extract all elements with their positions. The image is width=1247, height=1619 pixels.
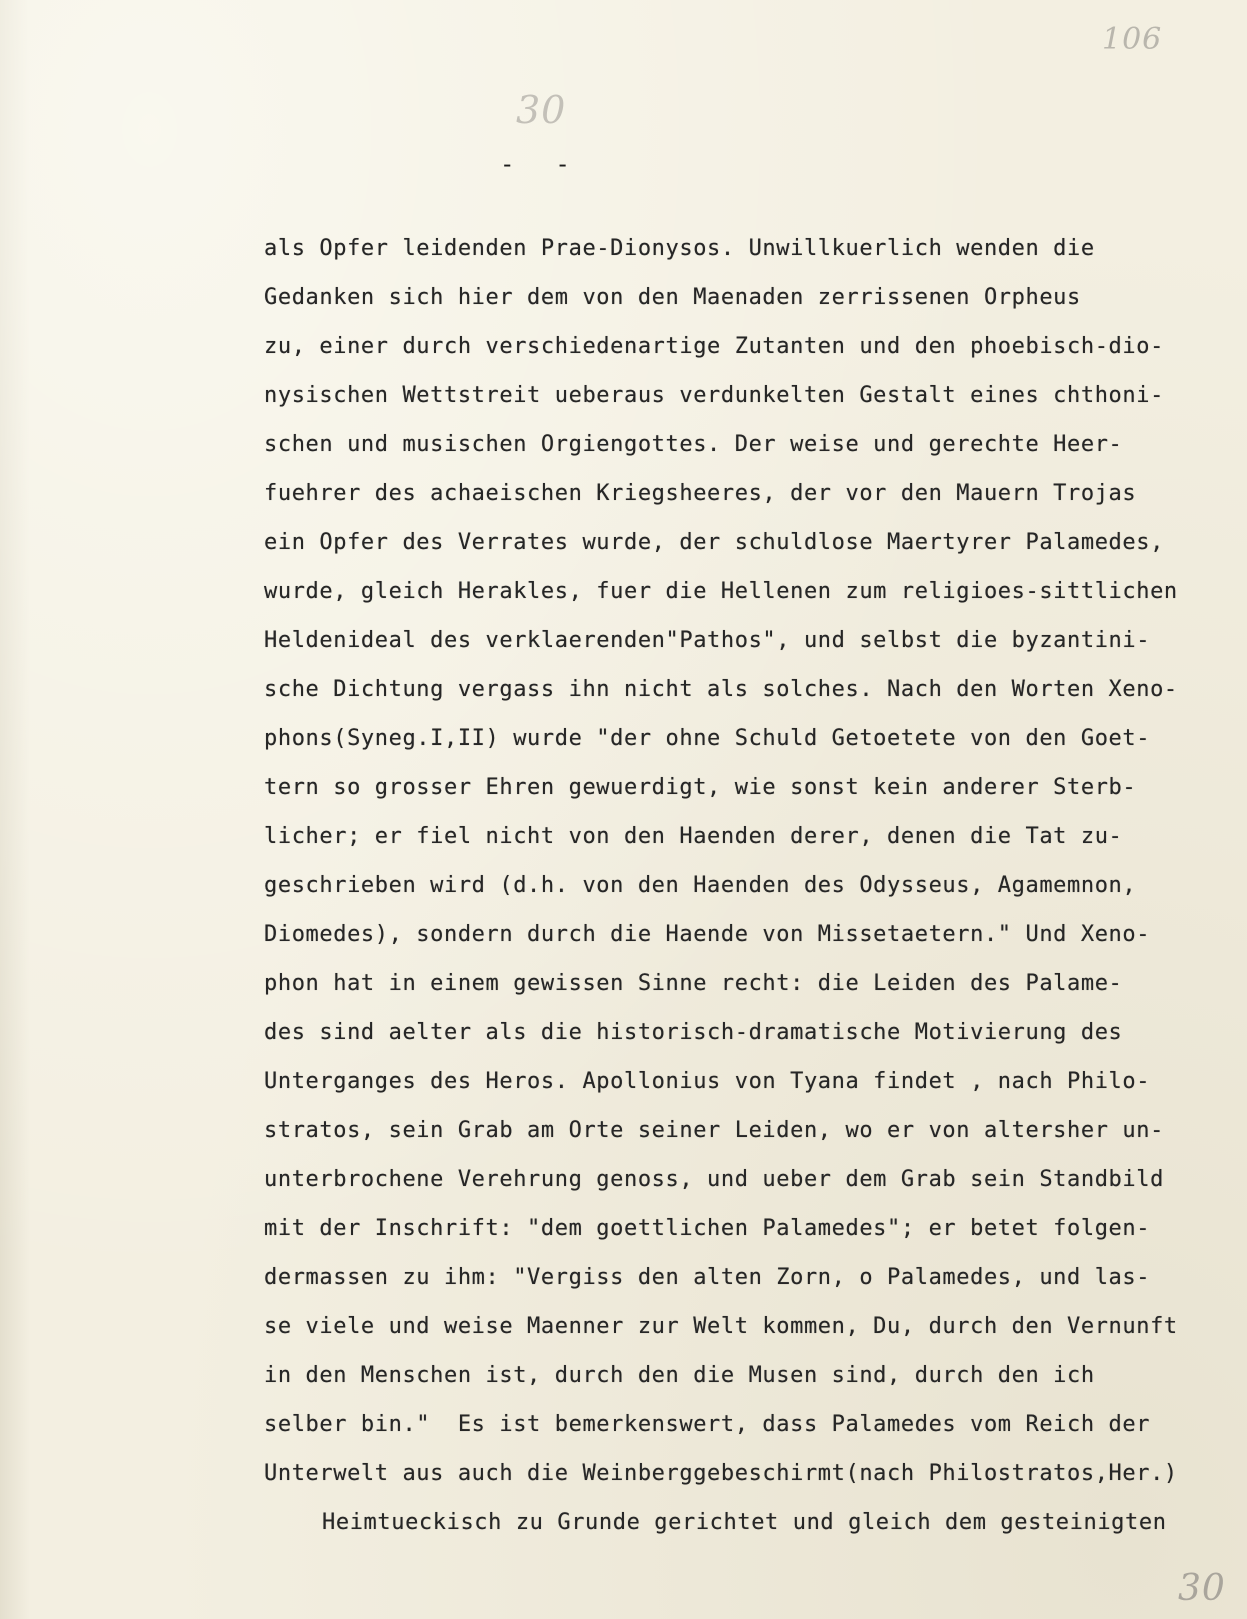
- text-line: dermassen zu ihm: "Vergiss den alten Zorn, o Palamedes, und las-: [264, 1265, 1151, 1290]
- text-line: Unterganges des Heros. Apollonius von Tyana findet , nach Philo-: [264, 1069, 1151, 1094]
- text-line: stratos, sein Grab am Orte seiner Leiden, wo er von altersher un-: [264, 1118, 1164, 1143]
- text-line: in den Menschen ist, durch den die Musen sind, durch den ich: [264, 1363, 1095, 1388]
- text-line: unterbrochene Verehrung genoss, und ueber dem Grab sein Standbild: [264, 1167, 1164, 1192]
- page-number-annotation: 30: [516, 88, 567, 132]
- text-line: selber bin." Es ist bemerkenswert, dass Palamedes vom Reich der: [264, 1412, 1151, 1437]
- text-line: Gedanken sich hier dem von den Maenaden zerrissenen Orpheus: [264, 285, 1081, 310]
- text-line: wurde, gleich Herakles, fuer die Hellenen zum religioes-sittlichen: [264, 579, 1178, 604]
- text-line: nysischen Wettstreit ueberaus verdunkelten Gestalt eines chthoni-: [264, 383, 1164, 408]
- text-line: des sind aelter als die historisch-dramatische Motivierung des: [264, 1020, 1123, 1045]
- text-line: Unterwelt aus auch die Weinberggebeschirmt(nach Philostratos,Her.): [264, 1461, 1178, 1486]
- typed-header-mark: - -: [500, 150, 574, 178]
- text-line: sche Dichtung vergass ihn nicht als solches. Nach den Worten Xeno-: [264, 677, 1178, 702]
- text-line: mit der Inschrift: "dem goettlichen Palamedes"; er betet folgen-: [264, 1216, 1151, 1241]
- text-line: se viele und weise Maenner zur Welt kommen, Du, durch den Vernunft: [264, 1314, 1178, 1339]
- text-line: ein Opfer des Verrates wurde, der schuldlose Maertyrer Palamedes,: [264, 530, 1164, 555]
- text-line: phons(Syneg.I,II) wurde "der ohne Schuld Getoetete von den Goet-: [264, 726, 1151, 751]
- text-line: phon hat in einem gewissen Sinne recht: die Leiden des Palame-: [264, 971, 1123, 996]
- text-line: fuehrer des achaeischen Kriegsheeres, der vor den Mauern Trojas: [264, 481, 1137, 506]
- text-line: als Opfer leidenden Prae-Dionysos. Unwillkuerlich wenden die: [264, 236, 1095, 261]
- text-line: Diomedes), sondern durch die Haende von Missetaetern." Und Xeno-: [264, 922, 1151, 947]
- body-text: [264, 224, 1234, 1547]
- text-line: schen und musischen Orgiengottes. Der weise und gerechte Heer-: [264, 432, 1123, 457]
- text-line-indented: Heimtueckisch zu Grunde gerichtet und gleich dem gesteinigten: [322, 1510, 1167, 1535]
- text-line: Heldenideal des verklaerenden"Pathos", und selbst die byzantini-: [264, 628, 1151, 653]
- text-line: tern so grosser Ehren gewuerdigt, wie sonst kein anderer Sterb-: [264, 775, 1137, 800]
- text-line: zu, einer durch verschiedenartige Zutanten und den phoebisch-dio-: [264, 334, 1164, 359]
- bottom-page-number-annotation: 30: [1178, 1568, 1226, 1609]
- text-line: geschrieben wird (d.h. von den Haenden des Odysseus, Agamemnon,: [264, 873, 1137, 898]
- archive-number-annotation: 106: [1102, 22, 1163, 57]
- text-line: licher; er fiel nicht von den Haenden derer, denen die Tat zu-: [264, 824, 1123, 849]
